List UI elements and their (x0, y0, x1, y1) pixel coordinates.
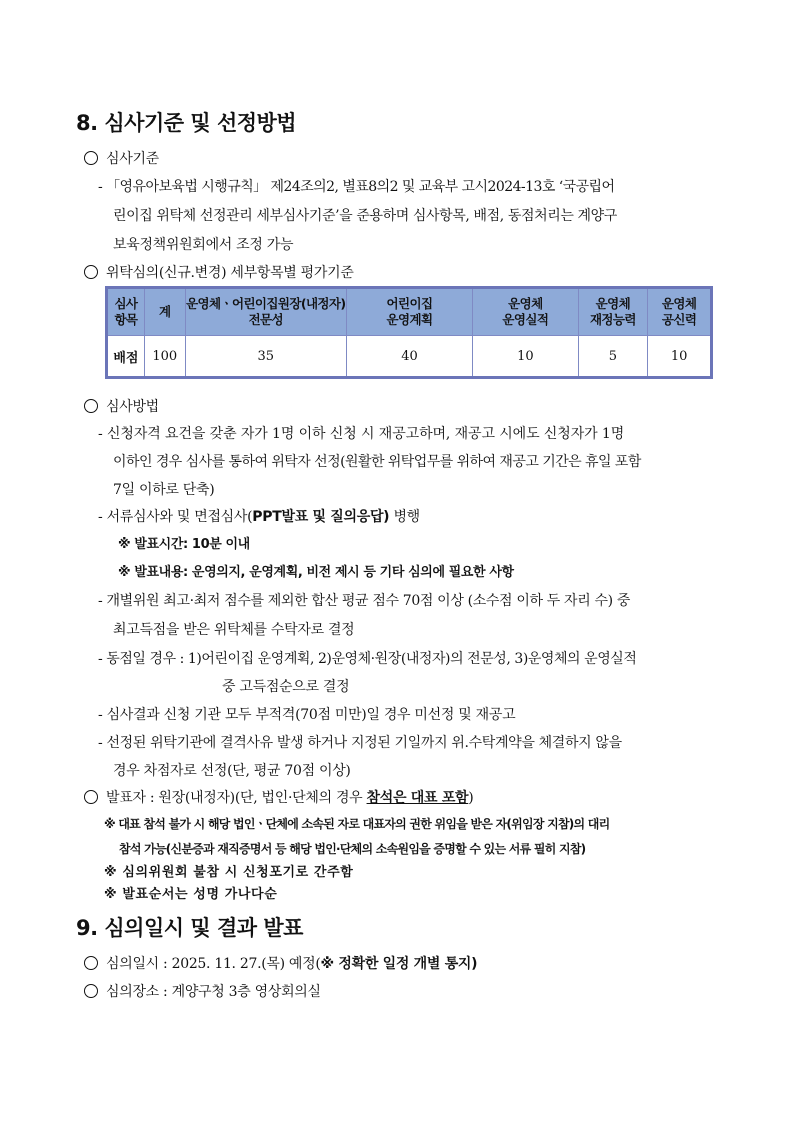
header-total-text: 계 (159, 304, 171, 319)
circle-bullet-icon (84, 790, 98, 804)
method-line-9: - 선정된 위탁기관에 결격사유 발생 하거나 지정된 기일까지 위.수탁계약을 체결하지 않을 (98, 735, 622, 751)
criteria-line-2: 린이집 위탁체 선정관리 세부심사기준’을 준용하며 심사항목, 배점, 동점처리는 계양구 (113, 208, 617, 224)
interview-bold: PPT발표 및 질의응답) (252, 509, 390, 525)
value-cell-performance: 10 (473, 336, 578, 378)
value-cell-credibility: 10 (648, 336, 712, 378)
presenter-prefix: 발표자 : 원장(내정자)(단, 법인·단체의 경우 (106, 790, 367, 806)
method-line-5: 최고득점을 받은 위탁체를 수탁자로 결정 (113, 622, 355, 638)
value-cell-plan: 40 (346, 336, 472, 378)
method-line-6: - 동점일 경우 : 1)어린이집 운영계획, 2)운영체·원장(내정자)의 전문성, 3)운영체의 운영실적 (98, 651, 637, 667)
circle-bullet-icon (84, 265, 98, 279)
section-9-title: 9. 심의일시 및 결과 발표 (76, 916, 303, 940)
presenter-underline: 참석은 대표 포함 (366, 790, 469, 806)
presenter-suffix: ) (468, 790, 474, 806)
order-note: ※ 발표순서는 성명 가나다순 (104, 887, 278, 902)
circle-bullet-icon (84, 956, 98, 970)
place-text: 심의장소 : 계양구청 3층 영상회의실 (106, 984, 321, 1000)
place-line (84, 983, 321, 1001)
criteria-heading (84, 150, 159, 168)
row-label-cell: 배점 (107, 336, 145, 378)
header-cell-expertise (185, 288, 346, 336)
interview-prefix: - 서류심사와 및 면접심사( (98, 509, 253, 525)
date-prefix: 심의일시 : 2025. 11. 27.(목) 예정( (106, 956, 321, 972)
table-row (107, 336, 712, 378)
date-bold: ※ 정확한 일정 개별 통지) (320, 956, 478, 972)
header-cell-performance (473, 288, 578, 336)
header-credibility-text: 운영체 공신력 (661, 296, 697, 327)
eval-heading (84, 264, 354, 282)
method-heading-text: 심사방법 (106, 399, 159, 415)
criteria-heading-text: 심사기준 (106, 151, 159, 167)
criteria-line-3: 보육정책위원회에서 조정 가능 (113, 237, 294, 253)
circle-bullet-icon (84, 151, 98, 165)
interview-suffix: 병행 (389, 509, 420, 525)
value-cell-expertise: 35 (185, 336, 346, 378)
method-line-4: - 개별위원 최고·최저 점수를 제외한 합산 평균 점수 70점 이상 (소수점 이하 두 자리 수) 중 (98, 593, 631, 609)
date-line (84, 955, 477, 973)
table-header-row (107, 288, 712, 336)
method-line-7: 중 고득점순으로 결정 (222, 679, 350, 695)
criteria-line-1: - 「영유아보육법 시행규칙」 제24조의2, 별표8의2 및 교육부 고시2024-13호 ‘국공립어 (98, 179, 615, 195)
header-cell-total (144, 288, 185, 336)
header-finance-text: 운영체 재정능력 (589, 296, 636, 327)
value-cell-finance: 5 (578, 336, 648, 378)
method-line-1: - 신청자격 요건을 갖춘 자가 1명 이하 신청 시 재공고하며, 재공고 시에도 신청자가 1명 (98, 426, 625, 442)
proxy-note-1: ※ 대표 참석 불가 시 해당 법인ㆍ단체에 소속된 자로 대표자의 권한 위임을 받은 자(위임장 지참)의 대리 (104, 817, 610, 831)
section-8-title: 8. 심사기준 및 선정방법 (76, 111, 297, 135)
circle-bullet-icon (84, 399, 98, 413)
header-cell-credibility (648, 288, 712, 336)
presenter-line (84, 789, 473, 807)
method-line-10: 경우 차점자로 선정(단, 평균 70점 이상) (113, 763, 351, 779)
absence-note: ※ 심의위원회 불참 시 신청포기로 간주함 (104, 865, 354, 880)
interview-line (98, 508, 420, 526)
header-performance-text: 운영체 운영실적 (502, 296, 549, 327)
method-line-2: 이하인 경우 심사를 통하여 위탁자 선정(원활한 위탁업무를 위하여 재공고 기간은 휴일 포함 (113, 454, 641, 470)
header-cell-finance (578, 288, 648, 336)
method-line-8: - 심사결과 신청 기관 모두 부적격(70점 미만)일 경우 미선정 및 재공고 (98, 707, 516, 723)
value-cell-total: 100 (144, 336, 185, 378)
method-line-3: 7일 이하로 단축) (113, 482, 215, 498)
evaluation-table (105, 286, 713, 379)
header-cell-plan (346, 288, 472, 336)
presentation-time-note: ※ 발표시간: 10분 이내 (118, 537, 250, 552)
proxy-note-2: 참석 가능(신분증과 재직증명서 등 해당 법인·단체의 소속원임을 증명할 수 있는 서류 필히 지참) (119, 842, 586, 856)
circle-bullet-icon (84, 984, 98, 998)
method-heading (84, 398, 159, 416)
header-cell-item (107, 288, 145, 336)
header-item-text: 심사 항목 (114, 296, 138, 327)
header-expertise-text: 운영체ㆍ어린이집원장(내정자) 전문성 (186, 296, 346, 327)
header-plan-text: 어린이집 운영계획 (386, 296, 433, 327)
presentation-content-note: ※ 발표내용: 운영의지, 운영계획, 비전 제시 등 기타 심의에 필요한 사항 (118, 565, 514, 580)
eval-heading-text: 위탁심의(신규.변경) 세부항목별 평가기준 (106, 265, 354, 281)
